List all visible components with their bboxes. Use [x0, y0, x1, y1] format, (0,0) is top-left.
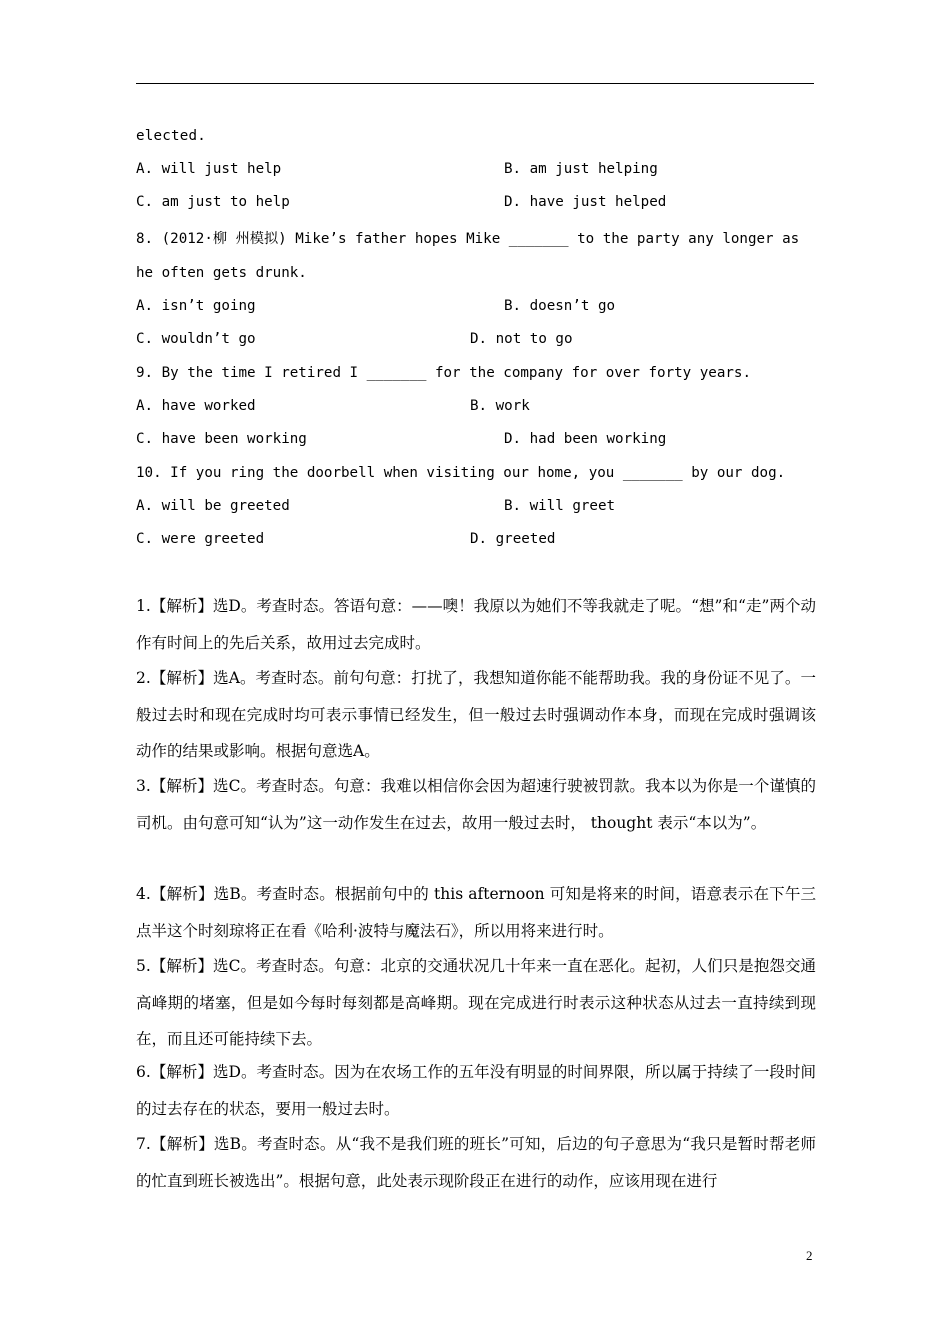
- q10-option-b: B. will greet: [504, 498, 616, 514]
- continued-text: elected.: [136, 128, 206, 144]
- q10-option-d: D. greeted: [470, 531, 556, 547]
- q9-option-c: C. have been working: [136, 431, 307, 447]
- q9-option-d: D. had been working: [504, 431, 667, 447]
- q10-option-a: A. will be greeted: [136, 498, 290, 514]
- answer-1: 1.【解析】选D。考查时态。答语句意：——噢！我原以为她们不等我就走了呢。“想”和“走”两个动作有时间上的先后关系，故用过去完成时。: [136, 597, 816, 652]
- q9-option-b: B. work: [470, 398, 530, 414]
- q8-option-b: B. doesn’t go: [504, 298, 616, 314]
- q10-stem: 10. If you ring the doorbell when visiting our home, you _______ by our dog.: [136, 465, 786, 481]
- page-number: 2: [806, 1248, 813, 1263]
- q10-option-c: C. were greeted: [136, 531, 265, 547]
- q7-option-d: D. have just helped: [504, 194, 667, 210]
- q8-option-a: A. isn’t going: [136, 298, 256, 314]
- answer-4: 4.【解析】选B。考查时态。根据前句中的 this afternoon 可知是将来的时间，语意表示在下午三点半这个时刻琼将正在看《哈利·波特与魔法石》，所以用将来进行时。: [136, 885, 816, 940]
- answer-5: 5.【解析】选C。考查时态。句意：北京的交通状况几十年来一直在恶化。起初，人们只是抱怨交通高峰期的堵塞，但是如今每时每刻都是高峰期。现在完成进行时表示这种状态从过去一直持续到现在，而且还可能持续下去。: [136, 957, 816, 1048]
- q7-option-b: B. am just helping: [504, 161, 658, 177]
- answer-6: 6.【解析】选D。考查时态。因为在农场工作的五年没有明显的时间界限，所以属于持续了一段时间的过去存在的状态，要用一般过去时。: [136, 1063, 816, 1118]
- q8-option-d: D. not to go: [470, 331, 573, 347]
- answer-7: 7.【解析】选B。考查时态。从“我不是我们班的班长”可知，后边的句子意思为“我只是暂时帮老师的忙直到班长被选出”。根据句意，此处表示现阶段正在进行的动作，应该用现在进行: [136, 1135, 816, 1190]
- q8-stem-line2: he often gets drunk.: [136, 265, 307, 281]
- q8-stem-line1: 8. (2012·柳 州模拟) Mike’s father hopes Mike _______ to the party any longer as: [136, 231, 800, 247]
- answer-3: 3.【解析】选C。考查时态。句意：我难以相信你会因为超速行驶被罚款。我本以为你是一个谨慎的司机。由句意可知“认为”这一动作发生在过去，故用一般过去时， thought 表示“本以为”。: [136, 777, 816, 832]
- answer-2: 2.【解析】选A。考查时态。前句句意：打扰了，我想知道你能不能帮助我。我的身份证不见了。一般过去时和现在完成时均可表示事情已经发生，但一般过去时强调动作本身，而现在完成时强调该动作的结果或影响。根据句意选A。: [136, 669, 816, 760]
- q9-stem: 9. By the time I retired I _______ for the company for over forty years.: [136, 365, 751, 381]
- q7-option-c: C. am just to help: [136, 194, 290, 210]
- header-rule: [136, 83, 814, 84]
- q8-option-c: C. wouldn’t go: [136, 331, 256, 347]
- q7-option-a: A. will just help: [136, 161, 282, 177]
- q9-option-a: A. have worked: [136, 398, 256, 414]
